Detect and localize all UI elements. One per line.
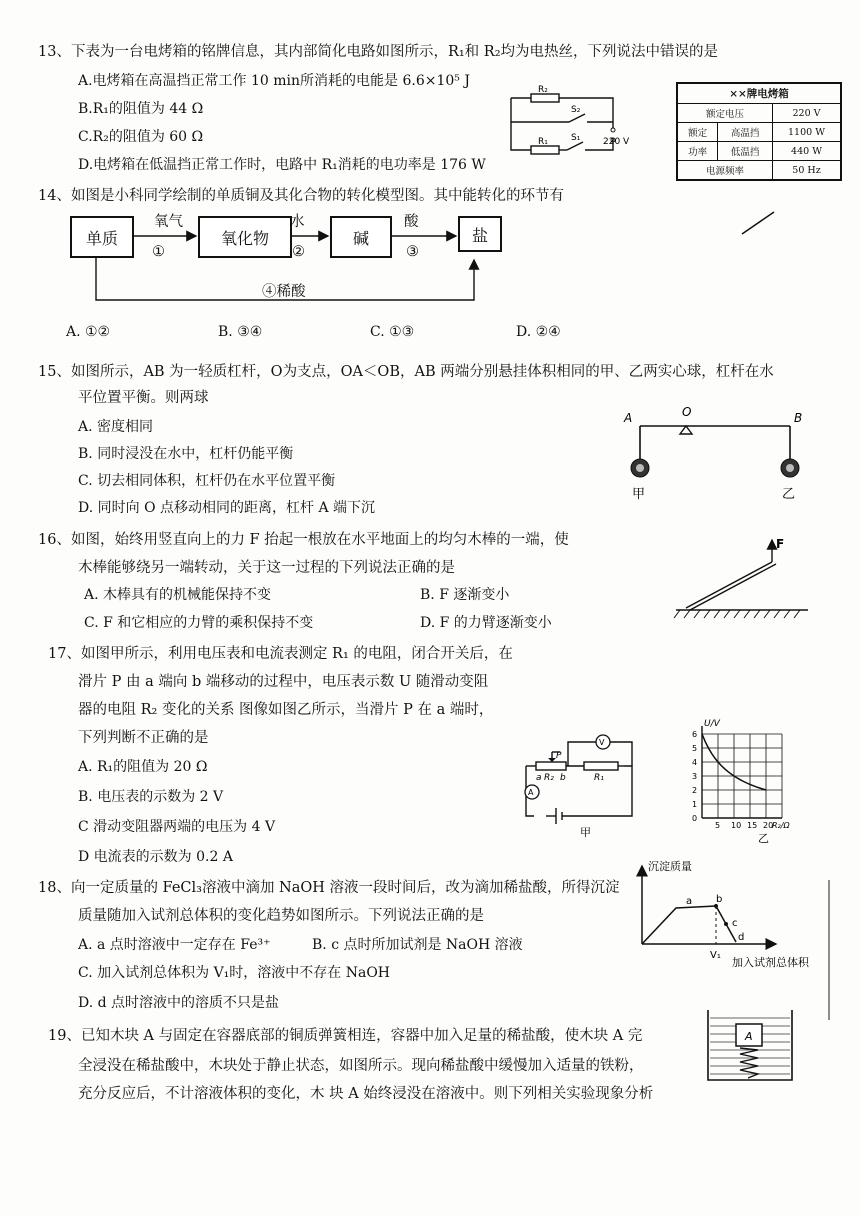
q17-option-b: B. 电压表的示数为 2 V bbox=[78, 789, 224, 805]
q19-stem-line2: 全浸没在稀盐酸中，木块处于静止状态，如图所示。现向稀盐酸中缓慢加入适量的铁粉， bbox=[78, 1058, 644, 1074]
q14-arrow-oxygen: 氧气 bbox=[154, 214, 183, 230]
q16-option-a: A. 木棒具有的机械能保持不变 bbox=[84, 587, 272, 603]
q14-box-salt: 盐 bbox=[458, 216, 502, 252]
q17-p-label: P bbox=[556, 751, 562, 761]
q17-option-d: D 电流表的示数为 0.2 A bbox=[78, 849, 233, 865]
q14-option-d: D. ②④ bbox=[516, 324, 561, 340]
q17-ytick-label: 1 bbox=[692, 800, 698, 809]
q17-stem-line3: 器的电阻 R₂ 变化的关系 图像如图乙所示，当滑片 P 在 a 端时， bbox=[78, 702, 494, 718]
q13-option-c: C.R₂的阻值为 60 Ω bbox=[78, 129, 204, 145]
nameplate-rated-voltage: 220 V bbox=[773, 104, 841, 123]
q19-container-figure bbox=[704, 1008, 796, 1084]
q18-option-a: A. a 点时溶液中一定存在 Fe³⁺ bbox=[78, 937, 271, 953]
q18-stem-line1: 18、向一定质量的 FeCl₃溶液中滴加 NaOH 溶液一段时间后，改为滴加稀盐酸，所得沉淀 bbox=[38, 880, 620, 896]
q15-option-c: C. 切去相同体积，杠杆仍在水平位置平衡 bbox=[78, 473, 336, 489]
q17-graph-ylabel: U/V bbox=[704, 719, 720, 729]
nameplate-title: ××牌电烤箱 bbox=[677, 83, 841, 104]
q14-arrow-acid: 酸 bbox=[404, 214, 419, 230]
q17-b-label: b bbox=[560, 773, 566, 783]
q13-s2-label: S₂ bbox=[571, 105, 581, 115]
q13-option-a: A.电烤箱在高温挡正常工作 10 min所消耗的电能是 6.6×10⁵ J bbox=[78, 73, 470, 89]
q16-stem-line2: 木棒能够绕另一端转动，关于这一过程的下列说法正确的是 bbox=[78, 560, 455, 576]
q17-xtick-label: 10 bbox=[731, 821, 742, 830]
q15-label-a: A bbox=[624, 411, 633, 425]
q17-ytick-label: 6 bbox=[692, 730, 698, 739]
q19-stem-line1: 19、已知木块 A 与固定在容器底部的铜质弹簧相连，容器中加入足量的稀盐酸，使木块 A 完 bbox=[48, 1028, 643, 1044]
q17-ytick-label: 0 bbox=[692, 814, 698, 823]
nameplate-high-value: 1100 W bbox=[773, 123, 841, 142]
q17-r2-label: R₂ bbox=[544, 773, 554, 783]
q16-force-label: F bbox=[776, 537, 785, 551]
q14-option-b: B. ③④ bbox=[218, 324, 263, 340]
q18-v1-label: V₁ bbox=[710, 950, 721, 961]
q19-stem-line3: 充分反应后，不计溶液体积的变化，木 块 A 始终浸没在溶液中。则下列相关实验现象分析 bbox=[78, 1086, 654, 1102]
q17-option-a: A. R₁的阻值为 20 Ω bbox=[78, 759, 208, 775]
nameplate-freq-label: 电源频率 bbox=[677, 161, 773, 181]
q14-pen-mark bbox=[740, 208, 780, 238]
q14-box-oxide: 氧化物 bbox=[198, 216, 292, 258]
q17-stem-line1: 17、如图甲所示，利用电压表和电流表测定 R₁ 的电阻，闭合开关后，在 bbox=[48, 646, 513, 662]
q14-step-1: ① bbox=[152, 244, 165, 260]
q18-option-b: B. c 点时所加试剂是 NaOH 溶液 bbox=[312, 937, 523, 953]
q18-stem-line2: 质量随加入试剂总体积的变化趋势如图所示。下列说法正确的是 bbox=[78, 908, 484, 924]
q18-option-c: C. 加入试剂总体积为 V₁时，溶液中不存在 NaOH bbox=[78, 965, 391, 981]
q18-point-d: d bbox=[738, 932, 745, 943]
q17-xtick-label: 20 bbox=[763, 821, 774, 830]
q13-r2-label: R₂ bbox=[538, 85, 548, 95]
q18-point-c: c bbox=[732, 918, 738, 929]
q13-circuit-diagram bbox=[505, 85, 645, 168]
nameplate-freq-value: 50 Hz bbox=[773, 161, 841, 181]
nameplate-high-label: 高温挡 bbox=[718, 123, 773, 142]
q17-ammeter-label: A bbox=[528, 788, 534, 797]
q17-ytick-label: 2 bbox=[692, 786, 698, 795]
q14-arrow-water: 水 bbox=[290, 214, 305, 230]
q18-point-b: b bbox=[716, 894, 723, 905]
q13-option-d: D.电烤箱在低温挡正常工作时，电路中 R₁消耗的电功率是 176 W bbox=[78, 157, 486, 173]
q18-option-d: D. d 点时溶液中的溶质不只是盐 bbox=[78, 995, 280, 1011]
q13-stem: 13、下表为一台电烤箱的铭牌信息，其内部简化电路如图所示，R₁和 R₂均为电热丝，下列说法中错误的是 bbox=[38, 44, 719, 60]
q19-block-label: A bbox=[745, 1030, 753, 1043]
q14-stem: 14、如图是小科同学绘制的单质铜及其化合物的转化模型图。其中能转化的环节有 bbox=[38, 188, 564, 204]
q15-option-d: D. 同时向 O 点移动相同的距离，杠杆 A 端下沉 bbox=[78, 500, 376, 516]
q13-voltage-label: 220 V bbox=[603, 137, 630, 147]
q17-u-r2-graph bbox=[682, 718, 792, 846]
q15-option-a: A. 密度相同 bbox=[78, 419, 154, 435]
q15-lever-figure bbox=[620, 404, 810, 504]
q15-stem-line2: 平位置平衡。则两球 bbox=[78, 390, 209, 406]
q18-graph-xlabel: 加入试剂总体积 bbox=[732, 956, 809, 969]
q13-r1-label: R₁ bbox=[538, 137, 548, 147]
q14-option-c: C. ①③ bbox=[370, 324, 415, 340]
q16-stick-figure bbox=[672, 532, 812, 622]
q13-s1-label: S₁ bbox=[571, 133, 581, 143]
q14-box-elemental: 单质 bbox=[70, 216, 134, 258]
q17-stem-line4: 下列判断不正确的是 bbox=[78, 730, 209, 746]
q14-option-a: A. ①② bbox=[66, 324, 111, 340]
q17-option-c: C 滑动变阻器两端的电压为 4 V bbox=[78, 819, 276, 835]
q17-graph-caption: 乙 bbox=[758, 832, 769, 845]
q14-box-base: 碱 bbox=[330, 216, 392, 258]
q17-stem-line2: 滑片 P 由 a 端向 b 端移动的过程中，电压表示数 U 随滑动变阻 bbox=[78, 674, 489, 690]
q17-voltmeter-label: V bbox=[599, 738, 605, 747]
q13-nameplate-table bbox=[676, 82, 842, 181]
q15-stem-line1: 15、如图所示，AB 为一轻质杠杆，O为支点，OA＜OB，AB 两端分别悬挂体积相同的甲、乙两实心球，杠杆在水 bbox=[38, 364, 774, 380]
q14-step-3: ③ bbox=[406, 244, 419, 260]
q16-option-b: B. F 逐渐变小 bbox=[420, 587, 510, 603]
q16-stem-line1: 16、如图，始终用竖直向上的力 F 抬起一根放在水平地面上的均匀木棒的一端，使 bbox=[38, 532, 569, 548]
q16-option-d: D. F 的力臂逐渐变小 bbox=[420, 615, 552, 631]
q17-a-label: a bbox=[536, 773, 542, 783]
q17-ytick-label: 5 bbox=[692, 744, 698, 753]
q15-option-b: B. 同时浸没在水中，杠杆仍能平衡 bbox=[78, 446, 294, 462]
nameplate-low-value: 440 W bbox=[773, 142, 841, 161]
q15-label-left-ball: 甲 bbox=[632, 487, 646, 502]
q17-r1-label: R₁ bbox=[594, 773, 604, 783]
q16-option-c: C. F 和它相应的力臂的乘积保持不变 bbox=[84, 615, 314, 631]
q17-circuit-caption: 甲 bbox=[580, 826, 591, 839]
q15-label-b: B bbox=[794, 411, 803, 425]
q17-xtick-label: 15 bbox=[747, 821, 758, 830]
q14-bottom-label: ④稀酸 bbox=[262, 284, 306, 300]
nameplate-rated-label-2: 功率 bbox=[677, 142, 718, 161]
q17-graph-xunit: R₂/Ω bbox=[772, 821, 790, 830]
q15-label-o: O bbox=[682, 405, 692, 419]
q17-ytick-label: 3 bbox=[692, 772, 698, 781]
nameplate-rated-voltage-label: 额定电压 bbox=[677, 104, 773, 123]
q18-margin-line bbox=[826, 880, 832, 1020]
q18-graph-ylabel: 沉淀质量 bbox=[648, 860, 692, 873]
q15-label-right-ball: 乙 bbox=[782, 487, 796, 502]
nameplate-rated-label-1: 额定 bbox=[677, 123, 718, 142]
q17-circuit-diagram bbox=[520, 732, 650, 842]
q18-precipitate-graph bbox=[636, 854, 836, 974]
q18-point-a: a bbox=[686, 896, 693, 907]
nameplate-low-label: 低温挡 bbox=[718, 142, 773, 161]
q14-step-2: ② bbox=[292, 244, 305, 260]
q13-option-b: B.R₁的阻值为 44 Ω bbox=[78, 101, 204, 117]
q17-xtick-label: 5 bbox=[715, 821, 721, 830]
q17-ytick-label: 4 bbox=[692, 758, 698, 767]
